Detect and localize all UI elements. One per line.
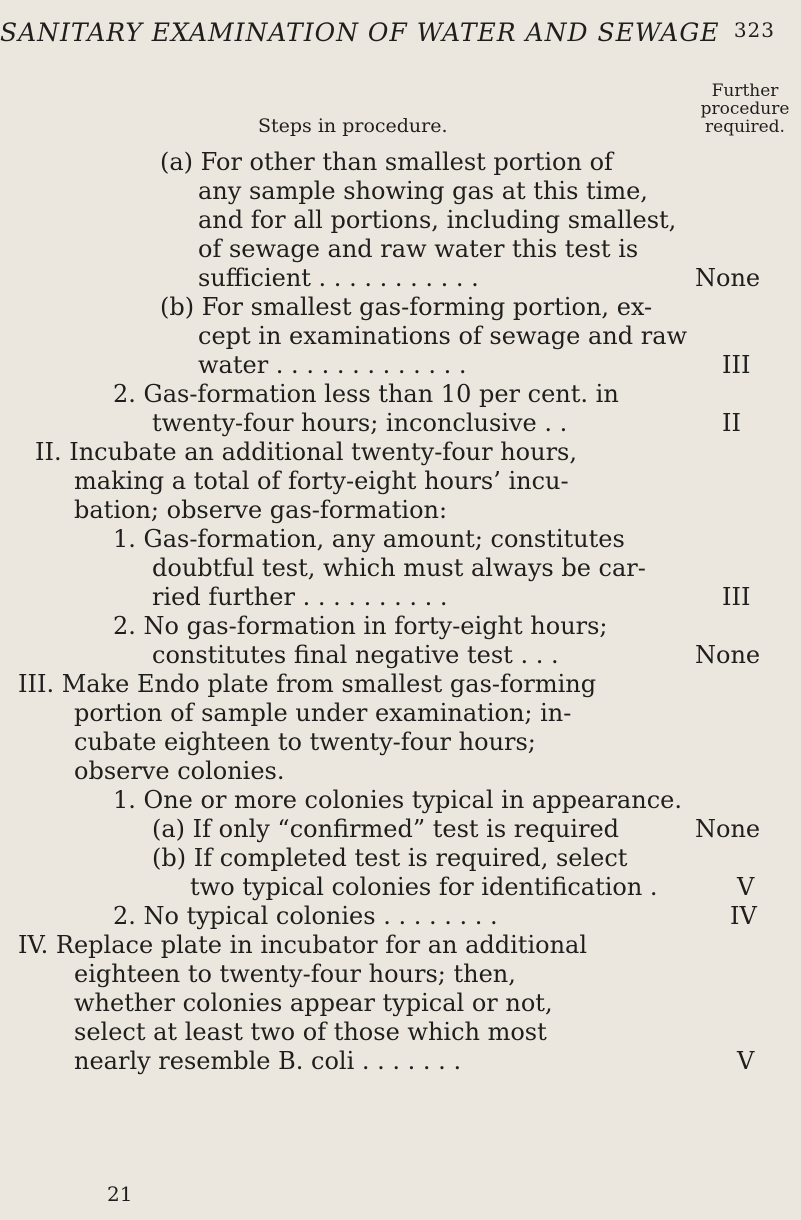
running-title: SANITARY EXAMINATION OF WATER AND SEWAGE [0,18,720,47]
further-procedure-value: III [722,351,751,379]
text-line: II. Incubate an additional twenty-four hours, [35,438,577,466]
text-line: (a) For other than smallest portion of [160,148,613,176]
text-line: select at least two of those which most [74,1018,547,1046]
text-line: (a) If only “confirmed” test is required [152,815,620,843]
text-line: twenty-four hours; inconclusive . . [152,409,568,437]
text-line: cubate eighteen to twenty-four hours; [74,728,536,756]
text-line: eighteen to twenty-four hours; then, [74,960,516,988]
further-procedure-value: None [695,641,761,669]
text-line: 1. One or more colonies typical in appearance. [113,786,682,814]
further-header-line-1: Further [711,81,779,101]
text-line: (b) If completed test is required, select [152,844,628,872]
text-line: observe colonies. [74,757,285,785]
signature-mark: 21 [107,1182,133,1206]
text-line: ried further . . . . . . . . . . [152,583,448,611]
text-line: any sample showing gas at this time, [198,177,648,205]
further-procedure-value: None [695,264,761,292]
text-line: constitutes final negative test . . . [152,641,559,669]
text-line: portion of sample under examination; in- [74,699,572,727]
text-line: sufficient . . . . . . . . . . . [198,264,479,292]
text-line: bation; observe gas-formation: [74,496,448,524]
text-line: water . . . . . . . . . . . . . [198,351,467,379]
further-header-line-2: procedure [700,99,790,119]
text-line: and for all portions, including smallest, [198,206,677,234]
text-line: doubtful test, which must always be car- [152,554,646,582]
text-line: nearly resemble B. coli . . . . . . . [74,1047,462,1075]
page-number: 323 [733,18,775,42]
text-line: IV. Replace plate in incubator for an additional [18,931,588,959]
steps-header: Steps in procedure. [258,115,448,137]
text-line: III. Make Endo plate from smallest gas-forming [18,670,597,698]
text-line: (b) For smallest gas-forming portion, ex- [160,293,653,321]
text-line: 1. Gas-formation, any amount; constitutes [113,525,625,553]
further-procedure-value: None [695,815,761,843]
text-line: of sewage and raw water this test is [198,235,639,263]
further-procedure-header [690,82,800,136]
further-procedure-value: III [722,583,751,611]
further-header-line-3: required. [705,117,785,137]
further-procedure-value: II [722,409,741,437]
text-line: making a total of forty-eight hours’ incu- [74,467,569,495]
text-line: two typical colonies for identification . [190,873,658,901]
further-procedure-value: V [737,873,755,901]
text-line: 2. Gas-formation less than 10 per cent. in [113,380,619,408]
further-procedure-value: V [737,1047,755,1075]
running-header [0,18,801,58]
further-procedure-value: IV [730,902,757,930]
text-line: whether colonies appear typical or not, [74,989,553,1017]
text-line: 2. No gas-formation in forty-eight hours; [113,612,608,640]
text-line: cept in examinations of sewage and raw [198,322,688,350]
text-line: 2. No typical colonies . . . . . . . . [113,902,498,930]
